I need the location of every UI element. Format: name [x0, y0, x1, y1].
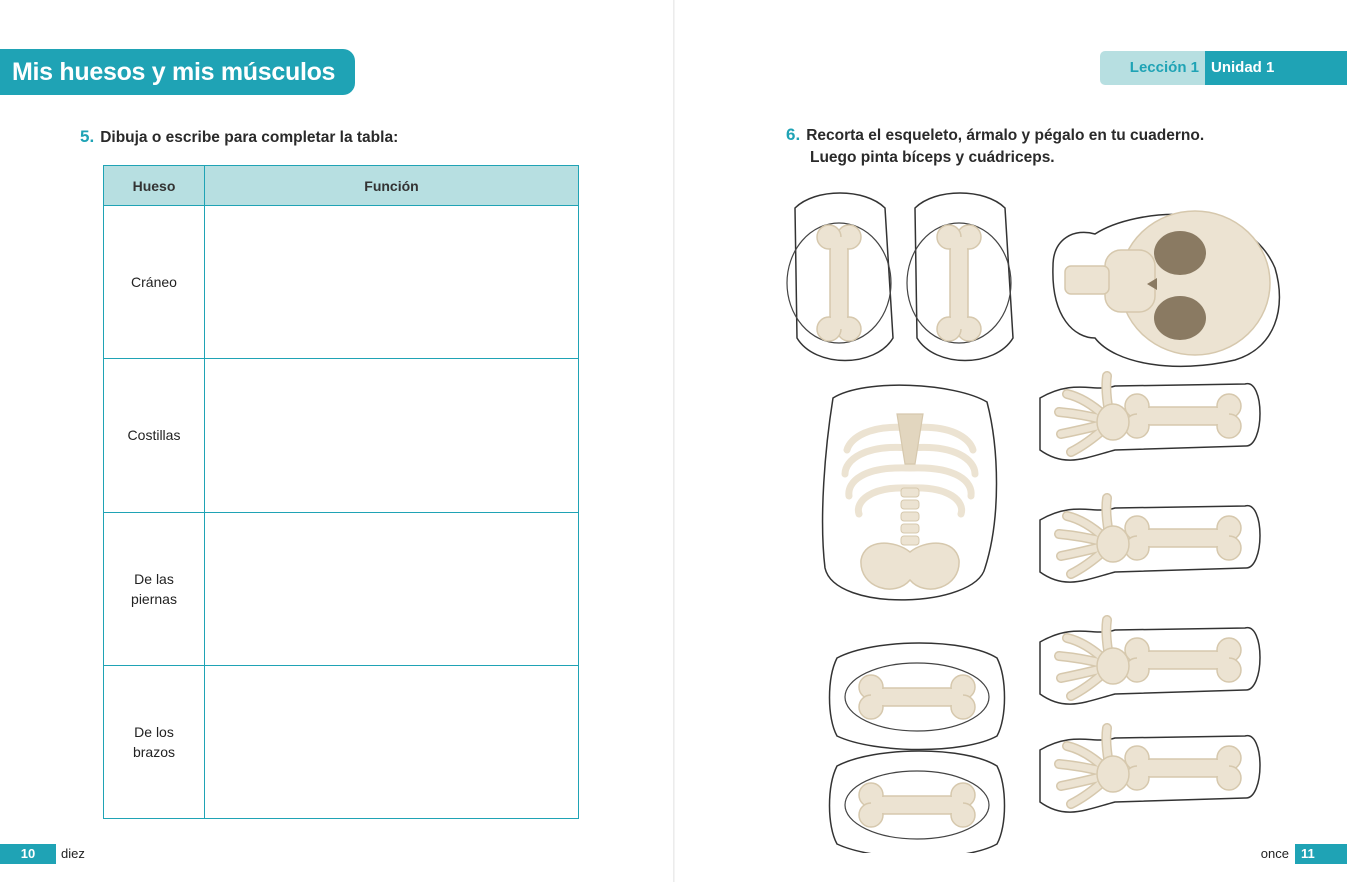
page-number-word: once	[1260, 846, 1289, 861]
upper-leg-bone-cutout	[907, 193, 1013, 361]
instruction-line-1: Recorta el esqueleto, ármalo y pégalo en tu cuaderno.	[806, 127, 1205, 144]
torso-cutout	[823, 385, 997, 600]
bone-name-cell: Costillas	[104, 359, 205, 512]
table-row	[104, 359, 579, 512]
lower-bone-cutout	[830, 751, 1005, 853]
bone-name-cell: De los brazos	[104, 665, 205, 818]
header-hueso: Hueso	[104, 166, 205, 206]
function-cell[interactable]	[205, 512, 579, 665]
left-page	[0, 0, 673, 882]
table-row	[104, 512, 579, 665]
arm-bone-cutout	[1040, 620, 1260, 704]
bone-name-cell: De las piernas	[104, 512, 205, 665]
page-number: 11	[1295, 844, 1347, 864]
bone-name-cell: Cráneo	[104, 206, 205, 359]
skeleton-cutouts	[775, 188, 1285, 853]
lesson-unit-tag	[1100, 51, 1347, 85]
instruction-number: 5.	[80, 127, 95, 146]
lesson-label: Lección 1	[1100, 51, 1205, 85]
function-cell[interactable]	[205, 665, 579, 818]
instruction-line-2: Luego pinta bíceps y cuádriceps.	[810, 149, 1055, 166]
skull-cutout	[1053, 211, 1280, 366]
instruction-number: 6.	[786, 125, 801, 144]
unit-label: Unidad 1	[1205, 51, 1347, 85]
table-row	[104, 665, 579, 818]
arm-bone-cutout	[1040, 498, 1260, 582]
arm-bone-cutout	[1040, 376, 1260, 460]
function-cell[interactable]	[205, 359, 579, 512]
instruction-text: Dibuja o escribe para completar la tabla:	[100, 129, 399, 146]
instruction-5	[80, 126, 398, 149]
page-number: 10	[0, 844, 56, 864]
header-funcion: Función	[205, 166, 579, 206]
table-row	[104, 206, 579, 359]
page-folio-left	[0, 844, 85, 864]
upper-leg-bone-cutout	[787, 193, 893, 361]
lower-bone-cutout	[830, 643, 1005, 750]
bones-table	[103, 165, 579, 819]
page-title: Mis huesos y mis músculos	[0, 49, 355, 95]
instruction-6	[786, 124, 1306, 169]
page-number-word: diez	[61, 846, 85, 861]
function-cell[interactable]	[205, 206, 579, 359]
arm-bone-cutout	[1040, 728, 1260, 812]
